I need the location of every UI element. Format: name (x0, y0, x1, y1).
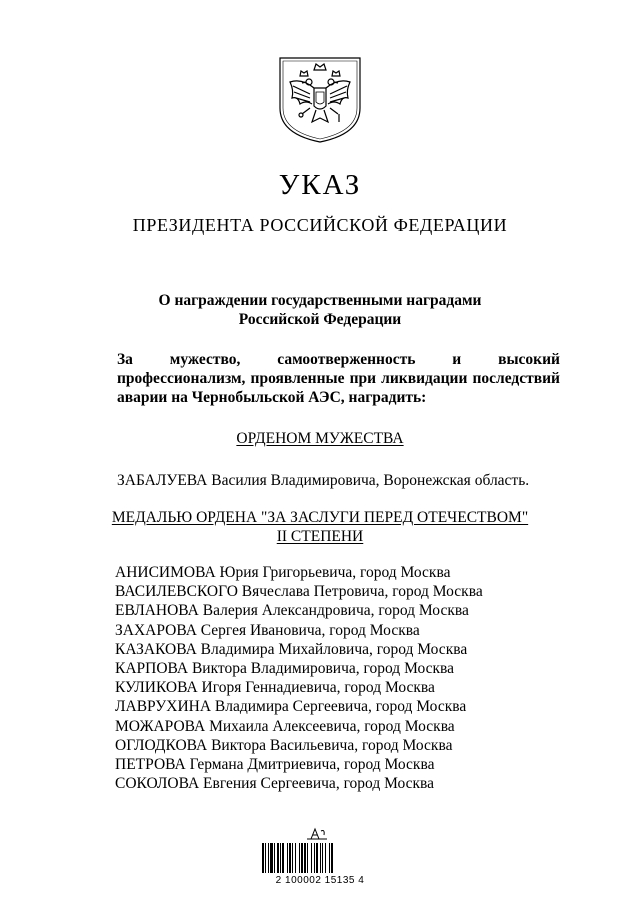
award1-title: ОРДЕНОМ МУЖЕСТВА (236, 430, 404, 447)
recipient-list-item: ПЕТРОВА Германа Дмитриевича, город Москва (115, 756, 435, 774)
award-order-of-courage-title (0, 429, 640, 448)
award1-recipient: ЗАБАЛУЕВА Василия Владимировича, Воронежская область. (117, 472, 530, 489)
barcode-bar (329, 843, 330, 873)
barcode-number: 2 100002 15135 4 (275, 875, 365, 886)
preamble-word: За (117, 351, 133, 368)
preamble-line2: профессионализм, проявленные при ликвидации последствий (117, 370, 560, 387)
printing-house-mark-icon (267, 826, 367, 842)
barcode-bar (301, 843, 303, 873)
recipient-list (115, 563, 483, 793)
preamble-word: мужество, (169, 351, 241, 368)
barcode-bar (307, 843, 308, 873)
barcode-bar (262, 843, 264, 873)
barcode-bar (299, 843, 300, 873)
recipient-list-item: АНИСИМОВА Юрия Григорьевича, город Москва (115, 564, 451, 581)
barcode-bar (280, 843, 281, 873)
document-subtitle: ПРЕЗИДЕНТА РОССИЙСКОЙ ФЕДЕРАЦИИ (132, 215, 508, 235)
preamble-line3: аварии на Чернобыльской АЭС, наградить: (117, 389, 427, 406)
preamble-line1 (117, 350, 560, 369)
preamble-word: и (452, 351, 462, 368)
barcode-icon (260, 843, 370, 873)
recipient-list-item: КУЛИКОВА Игоря Геннадиевича, город Москва (115, 679, 435, 697)
barcode-bar (331, 843, 333, 873)
recipient-list-item: КАЗАКОВА Владимира Михайловича, город Москва (115, 640, 468, 658)
coat-of-arms-emblem-icon (276, 52, 364, 144)
barcode-bar (325, 843, 326, 873)
barcode-bar (289, 843, 291, 873)
recipient-list-item: ОГЛОДКОВА Виктора Васильевича, город Москва (115, 736, 453, 754)
recipient-list-item: ЕВЛАНОВА Валерия Александровича, город Москва (115, 602, 469, 620)
barcode-bar (274, 843, 275, 873)
decree-preamble (117, 350, 560, 407)
award2-title-line2: II СТЕПЕНИ (276, 528, 364, 545)
recipient-list-item: СОКОЛОВА Евгения Сергеевича, город Москва (115, 775, 435, 793)
barcode-bar (292, 843, 293, 873)
recipient-list-item: КАРПОВА Виктора Владимировича, город Москва (115, 660, 455, 678)
barcode-bar (268, 843, 269, 873)
barcode-bar (287, 843, 288, 873)
decree-heading-line1: О награждении государственными наградами (158, 292, 482, 309)
decree-heading (0, 291, 640, 329)
recipient-list-item: ЗАХАРОВА Сергея Ивановича, город Москва (115, 621, 420, 639)
recipient-list-item: ВАСИЛЕВСКОГО Вячеслава Петровича, город Москва (115, 583, 483, 601)
award-medal-title (0, 508, 640, 546)
barcode-bar (295, 843, 296, 873)
barcode-bar (320, 843, 321, 873)
barcode-bar (304, 843, 306, 873)
preamble-word: высокий (498, 351, 560, 368)
barcode-bar (316, 843, 318, 873)
barcode-bar (265, 843, 266, 873)
award2-title-line1: МЕДАЛЬЮ ОРДЕНА "ЗА ЗАСЛУГИ ПЕРЕД ОТЕЧЕСТВОМ" (111, 509, 529, 526)
document-title: УКАЗ (278, 169, 362, 201)
recipient-list-item: ЛАВРУХИНА Владимира Сергеевича, город Москва (115, 698, 467, 716)
barcode-bar (282, 843, 284, 873)
preamble-word: самоотверженность (277, 351, 416, 368)
barcode-bar (322, 843, 323, 873)
barcode-bar (314, 843, 315, 873)
barcode-bar (311, 843, 312, 873)
decree-heading-line2: Российской Федерации (238, 311, 402, 328)
barcode-bar (270, 843, 273, 873)
barcode-bar (277, 843, 279, 873)
recipient-list-item: МОЖАРОВА Михаила Алексеевича, город Москва (115, 717, 455, 735)
